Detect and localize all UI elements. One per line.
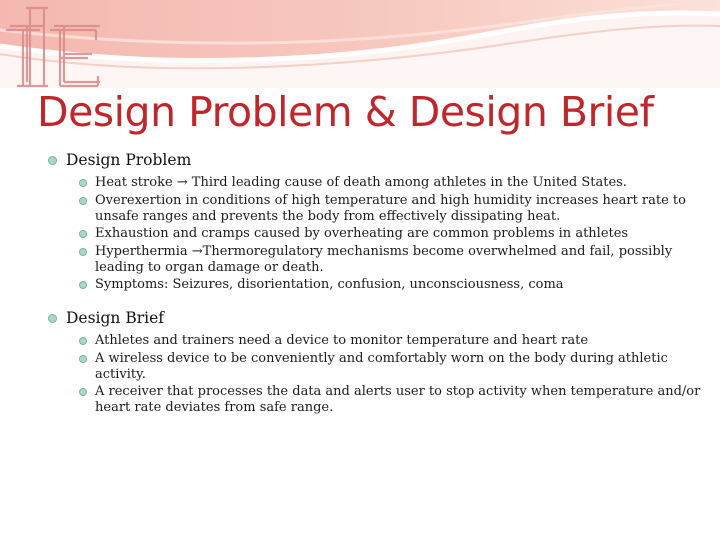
section-heading <box>48 308 708 328</box>
bullet-icon <box>79 248 87 256</box>
bullet-icon <box>48 314 57 323</box>
section-heading-text: Design Problem <box>66 151 192 169</box>
bullet-icon <box>48 156 57 165</box>
section-heading-text: Design Brief <box>66 309 165 327</box>
list-item <box>48 333 708 349</box>
list-item <box>48 193 708 225</box>
bullet-icon <box>79 179 87 187</box>
bullet-icon <box>79 337 87 345</box>
list-item-text: Athletes and trainers need a device to monitor temperature and heart rate <box>95 333 589 348</box>
list-item <box>48 384 708 416</box>
tte-logo <box>0 0 104 88</box>
slide-title: Design Problem & Design Brief <box>37 88 654 136</box>
header-wave-graphic <box>0 0 720 88</box>
section-heading <box>48 150 708 170</box>
slide-content <box>48 150 708 431</box>
list-item-text: Symptoms: Seizures, disorientation, confusion, unconsciousness, coma <box>95 277 564 292</box>
list-item <box>48 175 708 191</box>
bullet-icon <box>79 230 87 238</box>
bullet-icon <box>79 355 87 363</box>
section-design-brief <box>48 308 708 416</box>
list-item <box>48 277 708 293</box>
list-item-text: A wireless device to be conveniently and comfortably worn on the body during athletic activity. <box>95 350 668 382</box>
list-item-text: Hyperthermia →Thermoregulatory mechanisms become overwhelmed and fail, possibly leading to organ damage or death. <box>95 243 673 275</box>
list-item <box>48 351 708 383</box>
list-item <box>48 226 708 242</box>
bullet-icon <box>79 197 87 205</box>
design-brief-list <box>48 333 708 416</box>
bullet-icon <box>79 281 87 289</box>
list-item-text: Exhaustion and cramps caused by overheating are common problems in athletes <box>95 226 629 241</box>
bullet-icon <box>79 388 87 396</box>
header-banner <box>0 0 720 88</box>
design-problem-list <box>48 175 708 293</box>
list-item-text: Heat stroke → Third leading cause of death among athletes in the United States. <box>95 175 627 190</box>
list-item-text: A receiver that processes the data and alerts user to stop activity when temperature and/or heart rate deviates from safe range. <box>95 384 701 415</box>
section-design-problem <box>48 150 708 293</box>
list-item <box>48 244 708 276</box>
list-item-text: Overexertion in conditions of high temperature and high humidity increases heart rate to unsafe ranges and prevents the body from effectively dissipating heat. <box>95 192 686 224</box>
